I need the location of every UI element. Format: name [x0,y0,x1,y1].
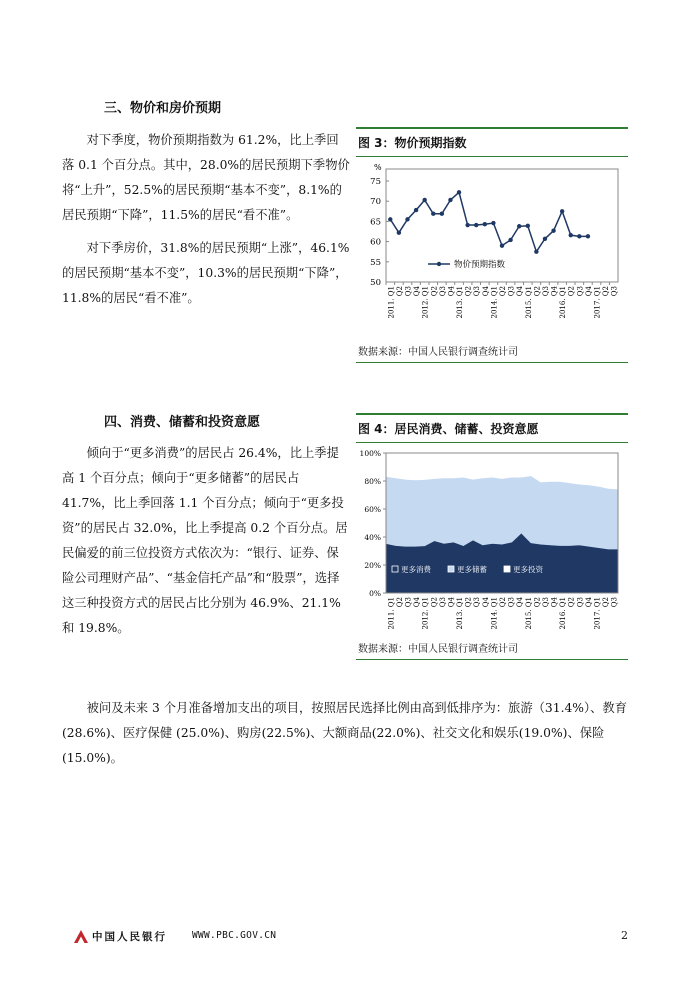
data-point [465,223,469,227]
x-tick-label: Q3 [404,286,413,297]
legend-label: 更多储蓄 [457,565,487,574]
data-point [534,250,538,254]
x-tick-label: Q4 [584,597,593,608]
section4-paragraph-2-block [62,696,628,771]
x-tick-label: Q3 [610,286,619,297]
x-tick-label: Q2 [430,597,439,608]
footer-org: 中国人民银行 [92,931,167,943]
x-tick-label: 2013. Q1 [456,286,465,319]
data-point [397,231,401,235]
section3-paragraph-2: 对下季房价，31.8%的居民预期“上涨”，46.1%的居民预期“基本不变”，10.3%的居民预期“下降”，11.8%的居民“看不准”。 [62,241,350,305]
section4-body [62,441,350,641]
x-tick-label: 2011. Q1 [387,286,396,319]
x-tick-label: 2014. Q1 [490,597,499,630]
data-point [483,222,487,226]
figure4-title: 图 4：居民消费、储蓄、投资意愿 [358,422,539,436]
x-tick-label: 2016. Q1 [559,286,568,319]
x-tick-label: 2013. Q1 [456,597,465,630]
legend-label: 物价预期指数 [454,260,506,270]
x-tick-label: 2015. Q1 [524,597,533,630]
data-point [586,234,590,238]
data-point [543,237,547,241]
y-tick-label: 0% [369,589,381,598]
x-tick-label: Q3 [473,597,482,608]
x-tick-label: Q2 [464,286,473,297]
data-point [491,221,495,225]
data-point [526,224,530,228]
page-footer [74,929,628,945]
x-tick-label: Q2 [602,597,611,608]
data-point [422,198,426,202]
x-tick-label: 2016. Q1 [559,597,568,630]
x-tick-label: Q2 [395,597,404,608]
x-tick-label: Q4 [481,286,490,297]
x-tick-label: Q4 [550,597,559,608]
x-tick-label: Q3 [404,597,413,608]
x-tick-label: Q4 [481,597,490,608]
data-point [474,223,478,227]
x-tick-label: Q2 [499,286,507,297]
x-tick-label: Q2 [533,597,542,608]
y-tick-label: 20% [364,561,381,570]
data-point [560,209,564,213]
y-tick-label: 40% [364,533,381,542]
x-tick-label: Q2 [567,597,576,608]
data-point [457,190,461,194]
figure3-top-rule [356,127,628,129]
footer-url: WWW.PBC.GOV.CN [192,930,277,941]
data-point [551,228,555,232]
y-tick-label: 60 [370,237,381,248]
y-axis-unit: % [374,163,382,172]
series-area-save [386,476,618,549]
y-tick-label: 80% [364,477,381,486]
x-tick-label: Q3 [541,597,550,608]
x-tick-label: Q3 [576,597,585,608]
data-point [431,212,435,216]
y-tick-label: 65 [370,217,381,228]
x-tick-label: 2015. Q1 [524,286,533,319]
x-tick-label: Q2 [602,286,611,297]
data-point [577,234,581,238]
x-tick-label: 2011. Q1 [387,597,396,630]
data-point [388,217,392,221]
x-tick-label: Q4 [516,286,525,297]
x-tick-label: 2014. Q1 [490,286,499,319]
figure4-panel [356,413,628,660]
y-tick-label: 60% [364,505,381,514]
x-tick-label: Q4 [584,286,593,297]
x-tick-label: Q3 [507,597,516,608]
legend-swatch [504,566,510,572]
x-tick-label: Q3 [438,597,447,608]
x-tick-label: Q4 [413,597,422,608]
legend-swatch [392,566,398,572]
x-tick-label: Q4 [413,286,422,297]
y-tick-label: 70 [370,197,381,208]
page-number: 2 [621,929,628,942]
figure3-source: 数据来源：中国人民银行调查统计司 [358,347,518,358]
data-point [508,238,512,242]
figure3-title: 图 3：物价预期指数 [358,136,467,150]
y-tick-label: 50 [370,278,381,288]
data-point [569,233,573,237]
x-tick-label: Q2 [430,286,439,297]
y-tick-label: 75 [370,177,381,187]
figure3-panel [356,127,628,363]
legend-label: 更多消费 [401,565,431,574]
section3-body [62,128,350,311]
x-tick-label: Q3 [473,286,482,297]
x-tick-label: Q4 [447,286,456,297]
x-tick-label: Q3 [576,286,585,297]
data-point [448,198,452,202]
figure4-chart [356,443,628,639]
x-tick-label: Q3 [507,286,516,297]
figure3-bottom-rule [356,362,628,363]
x-tick-label: Q2 [567,286,576,297]
section4-heading: 四、消费、储蓄和投资意愿 [104,415,261,430]
data-point [500,243,504,247]
x-tick-label: Q2 [395,286,404,297]
x-tick-label: Q3 [610,597,619,608]
pbc-logo-icon [74,930,88,943]
data-point [405,217,409,221]
x-tick-label: 2017. Q1 [593,286,602,319]
section3-paragraph-1: 对下季度，物价预期指数为 61.2%，比上季回落 0.1 个百分点。其中，28.0%的居民预期下季物价将“上升”，52.5%的居民预期“基本不变”，8.1%的居民预期“下降”，11.5%的居民“看不准”。 [62,133,350,222]
x-tick-label: 2017. Q1 [593,597,602,630]
figure4-bottom-rule [356,659,628,660]
figure4-source: 数据来源：中国人民银行调查统计司 [358,644,518,655]
x-tick-label: Q2 [499,597,507,608]
x-tick-label: Q2 [464,597,473,608]
y-tick-label: 55 [370,257,381,268]
x-tick-label: Q4 [550,286,559,297]
data-point [517,224,521,228]
figure4-top-rule [356,413,628,415]
figure3-chart [356,157,628,342]
x-tick-label: Q4 [447,597,456,608]
y-tick-label: 100% [359,449,381,458]
section4-paragraph-1: 倾向于“更多消费”的居民占 26.4%，比上季提高 1 个百分点；倾向于“更多储蓄”的居民占 41.7%，比上季回落 1.1 个百分点；倾向于“更多投资”的居民占 32.0%，比上季提高 0.2 个百分点。居民偏爱的前三位投资方式依次为：“银行、证券、保险公司理财产品”、“基金信托产品”和“股票”，选择这三种投资方式的居民占比分别为 46.9%、21.1%和 19.8%。 [62,446,348,635]
x-tick-label: Q3 [438,286,447,297]
data-point [440,212,444,216]
x-tick-label: 2012. Q1 [421,597,430,630]
legend-swatch [448,566,454,572]
series-line-price-index [390,192,588,251]
x-tick-label: 2012. Q1 [421,286,430,319]
section4-paragraph-2: 被问及未来 3 个月准备增加支出的项目，按照居民选择比例由高到低排序为：旅游（31.4%）、教育(28.6%)、医疗保健 (25.0%)、购房(22.5%)、大额商品(22.0%)、社交文化和娱乐(19.0%)、保险(15.0%)。 [62,701,628,765]
x-tick-label: Q2 [533,286,542,297]
legend-label: 更多投资 [513,565,543,574]
section3-heading: 三、物价和房价预期 [104,101,222,116]
data-point [414,208,418,212]
x-tick-label: Q3 [541,286,550,297]
x-tick-label: Q4 [516,597,525,608]
legend-marker [437,262,441,266]
